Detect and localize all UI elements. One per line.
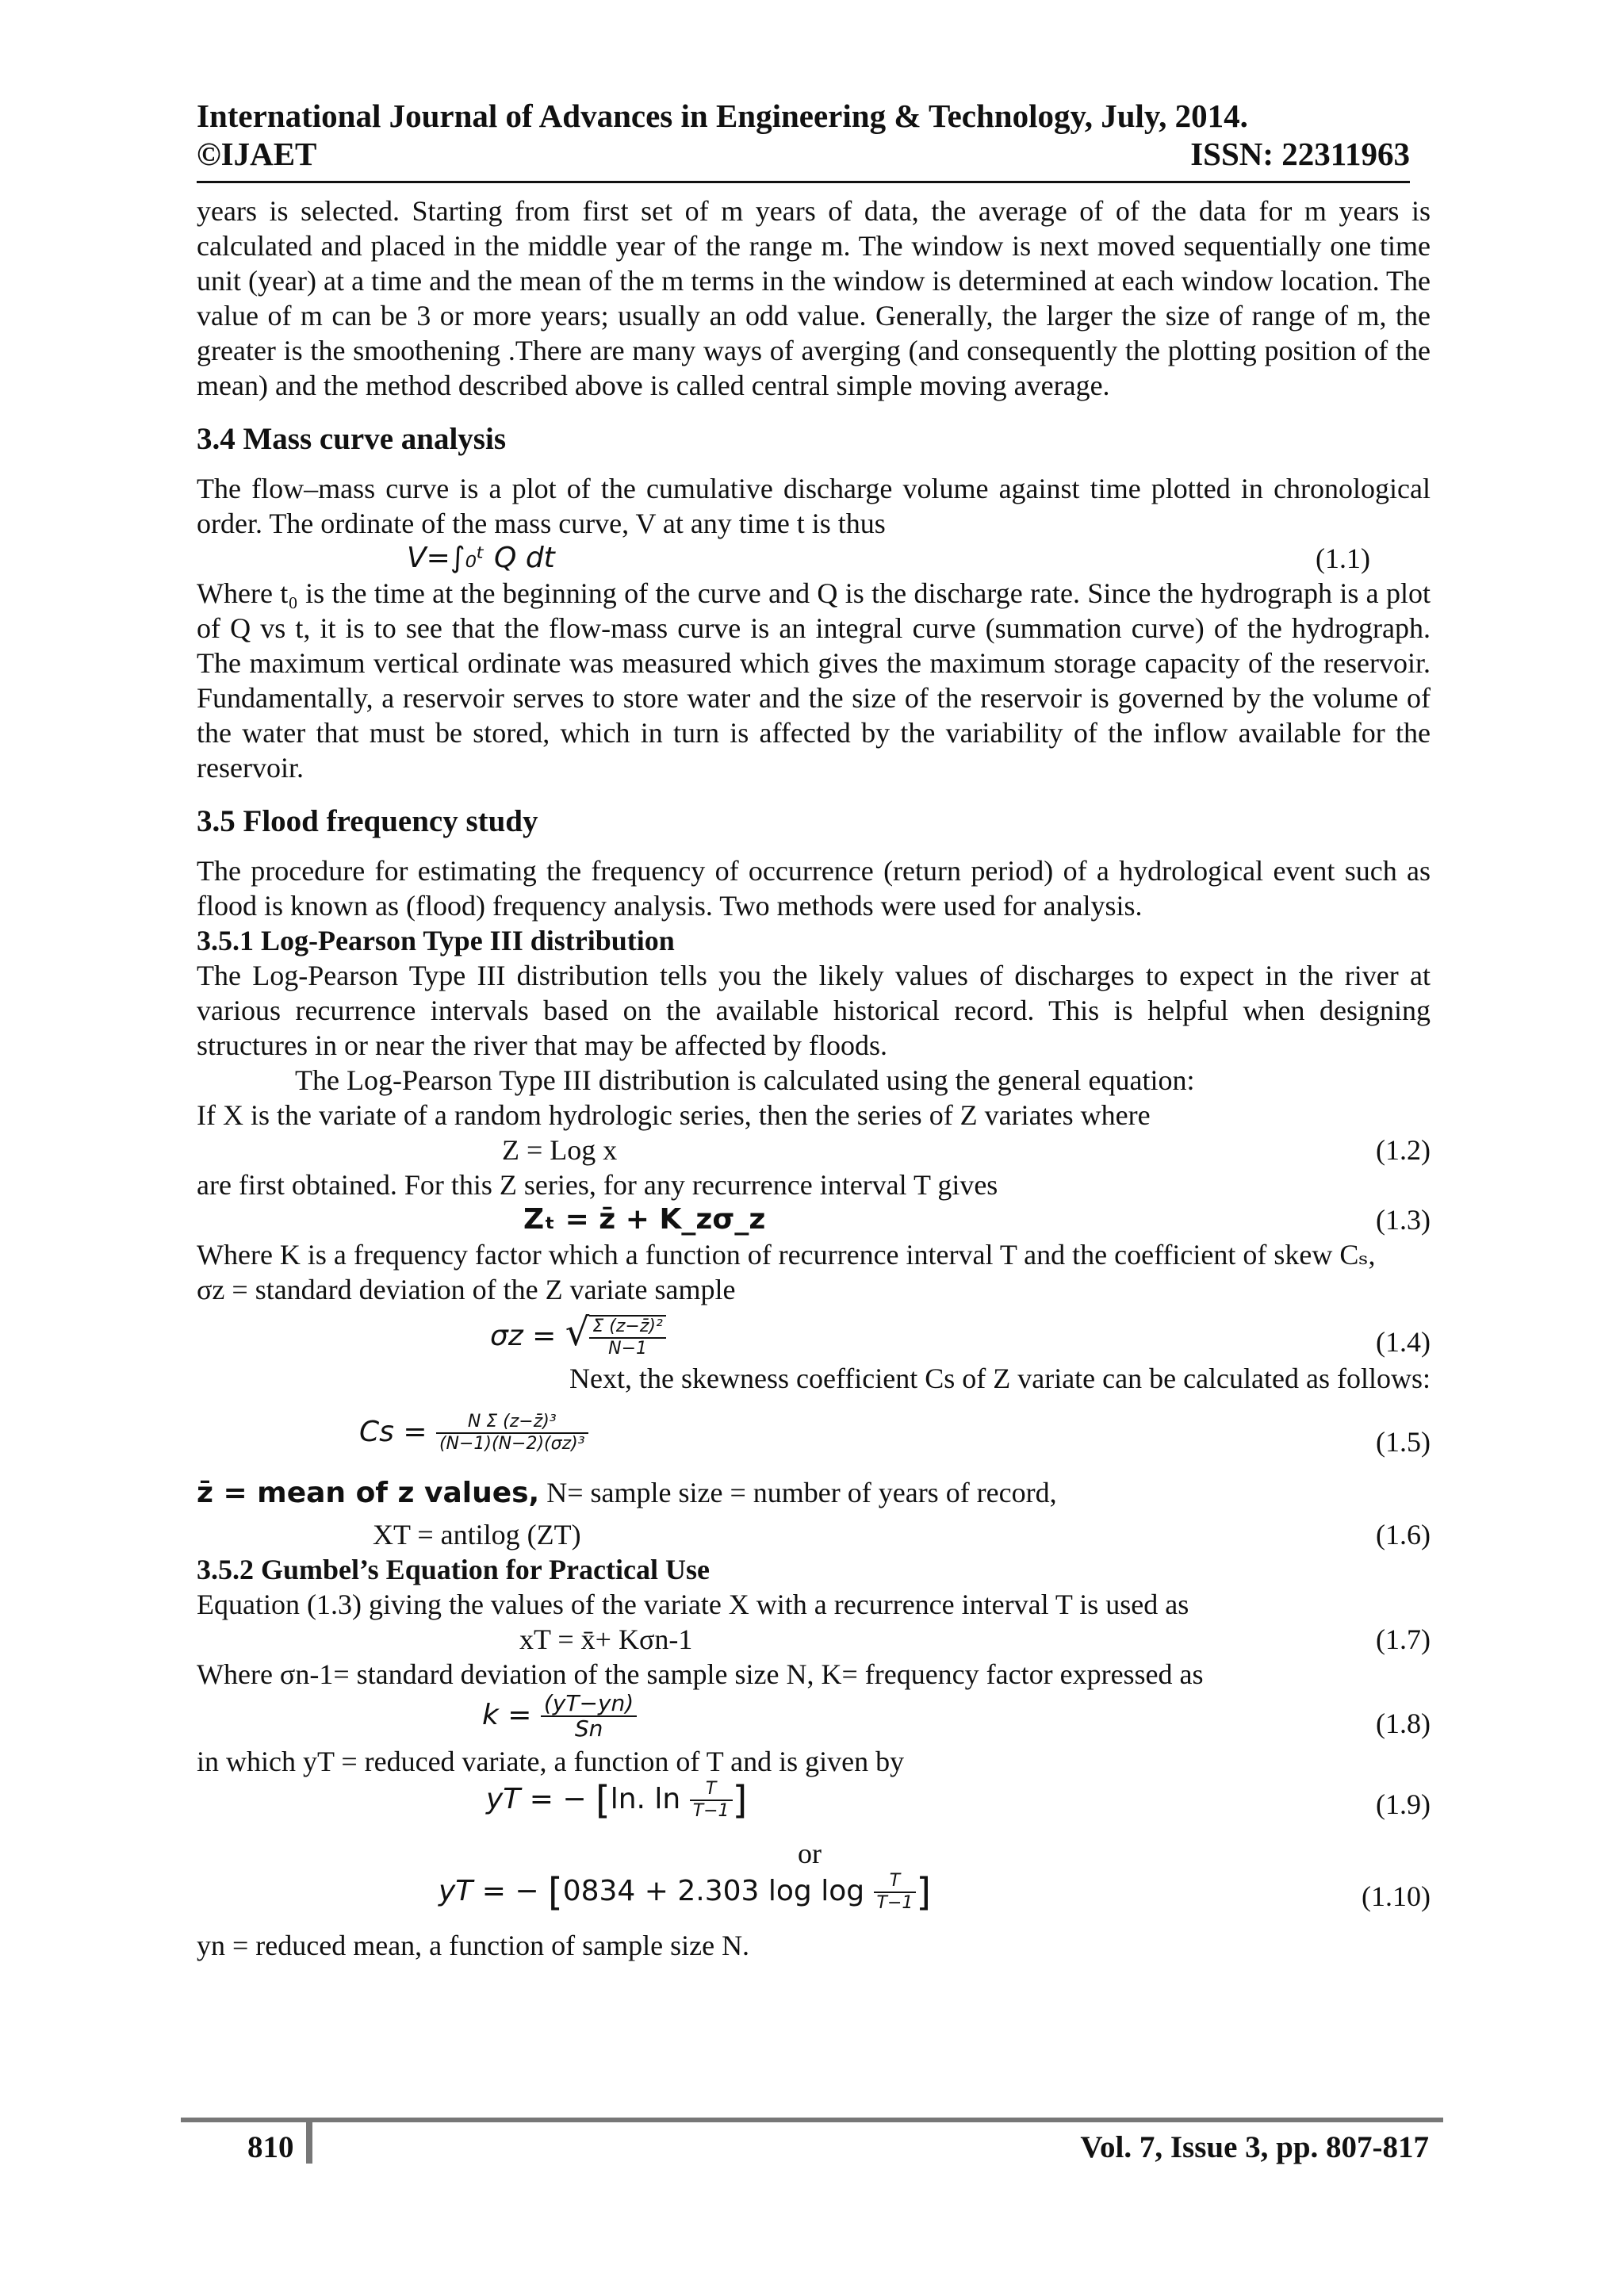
equation-1-7-body: xT = x̄+ Kσn-1 (519, 1623, 693, 1655)
subsection-heading-3-5-2: 3.5.2 Gumbel’s Equation for Practical Use (197, 1554, 710, 1585)
equation-1-4-lhs: σz = (490, 1320, 557, 1352)
footer-divider (306, 2119, 312, 2164)
equation-1-1-body: V=∫₀ᵗ Q dt (407, 542, 555, 574)
log-pearson-paragraph-1: The Log-Pearson Type III distribution tells you the likely values of discharges to expect in the river at various recurrence intervals based on the available historical record. This is helpful when designing structures in or near the river that may be affected by floods. (197, 960, 1431, 1061)
equation-1-5-numerator: N Σ (z−z̄)³ (436, 1412, 588, 1434)
equation-1-9-lhs: yT = − (486, 1783, 587, 1815)
or-line (197, 1836, 1431, 1871)
zbar-definition-line (197, 1475, 1431, 1511)
equation-1-6-body: XT = antilog (ZT) (373, 1519, 581, 1550)
equation-1-1 (197, 541, 1431, 576)
equation-1-3 (197, 1202, 1431, 1237)
equation-1-2 (197, 1133, 1431, 1167)
log-pearson-paragraph-5: Where K is a frequency factor which a function of recurrence interval T and the coefficient of skew Cₛ, (197, 1239, 1376, 1271)
equation-1-8-body (482, 1692, 637, 1741)
sample-size-definition: N= sample size = number of years of record, (539, 1477, 1057, 1508)
gumbel-paragraph-3: in which yT = reduced variate, a function of T and is given by (197, 1746, 905, 1777)
log-pearson-paragraph-3: If X is the variate of a random hydrologic series, then the series of Z variates where (197, 1099, 1151, 1131)
equation-1-5-denominator: (N−1)(N−2)(σz)³ (439, 1434, 585, 1454)
equation-1-7-number: (1.7) (1376, 1623, 1431, 1655)
issn: ISSN: 22311963 (1190, 136, 1410, 172)
volume-info: Vol. 7, Issue 3, pp. 807-817 (1080, 2130, 1429, 2164)
equation-1-7 (197, 1622, 1431, 1657)
equation-1-10-inner: 0834 + 2.303 log log (562, 1875, 865, 1907)
equation-1-9 (197, 1779, 1431, 1831)
section-heading-3-4: 3.4 Mass curve analysis (197, 422, 506, 456)
flood-frequency-paragraph: The procedure for estimating the frequency of occurrence (return period) of a hydrological event such as flood is known as (flood) frequency analysis. Two methods were used for analysis. (197, 855, 1431, 922)
or-text: or (798, 1838, 822, 1869)
equation-1-9-frac-bottom: T−1 (692, 1801, 730, 1821)
page-header (197, 97, 1410, 173)
equation-1-4 (197, 1307, 1431, 1361)
equation-1-10-number: (1.10) (1362, 1880, 1431, 1912)
equation-1-2-number: (1.2) (1376, 1134, 1431, 1166)
header-rule (197, 181, 1410, 183)
copyright: ©IJAET (197, 136, 317, 172)
subsection-heading-3-5-1: 3.5.1 Log-Pearson Type III distribution (197, 925, 675, 956)
equation-1-4-number: (1.4) (1376, 1326, 1431, 1358)
intro-paragraph: years is selected. Starting from first set of m years of data, the average of of the data for m years is calculated and placed in the middle year of the range m. The window is next moved sequentially one time unit (year) at a time and the mean of the m terms in the window is determined at each window location. The value of m can be 3 or more years; usually an odd value. Generally, the larger the size of range of m, the greater is the smoothening .There are many ways of averging (and consequently the plotting position of the mean) and the method described above is called central simple moving average. (197, 195, 1431, 401)
equation-1-5-body (359, 1412, 588, 1455)
equation-1-9-body: yT = − [ln. ln $\frac{T}{T-1}$ ] (486, 1778, 748, 1823)
equation-1-8-lhs: k = (482, 1699, 532, 1731)
equation-1-9-number: (1.9) (1376, 1788, 1431, 1820)
zbar-definition: z̄ = mean of z values, (197, 1477, 540, 1509)
mass-curve-paragraph-1: The flow–mass curve is a plot of the cumulative discharge volume against time plotted in chronological order. The ordinate of the mass curve, V at any time t is thus (197, 473, 1431, 539)
mass-curve-paragraph-2: Where t₀ is the time at the beginning of the curve and Q is the discharge rate. Since the hydrograph is a plot of Q vs t, it is to see that the flow-mass curve is an integral curve (summation curve) of the hydrograph. The maximum vertical ordinate was measured which gives the maximum storage capacity of the reservoir. Fundamentally, a reservoir serves to store water and the size of the reservoir is governed by the volume of the water that must be stored, which in turn is affected by the variability of the inflow available for the reservoir. (197, 577, 1431, 784)
section-heading-3-5: 3.5 Flood frequency study (197, 804, 538, 838)
page-number: 810 (247, 2130, 294, 2164)
log-pearson-paragraph-2: The Log-Pearson Type III distribution is calculated using the general equation: (295, 1064, 1195, 1096)
footer-rule (181, 2118, 1443, 2122)
equation-1-8-numerator: (yT−yn) (541, 1692, 637, 1717)
equation-1-3-number: (1.3) (1376, 1204, 1431, 1236)
equation-1-10-body: yT = − [0834 + 2.303 log log $\frac{T}{T-1}$ ] (439, 1870, 932, 1915)
page-body (197, 194, 1431, 1963)
equation-1-8 (197, 1692, 1431, 1744)
equation-1-2-body: Z = Log x (502, 1134, 618, 1166)
equation-1-5-lhs: Cs = (359, 1416, 427, 1448)
gumbel-paragraph-4: yn = reduced mean, a function of sample size N. (197, 1930, 750, 1961)
equation-1-9-inner: ln. ln (610, 1783, 681, 1815)
equation-1-5 (197, 1412, 1431, 1475)
equation-1-10-frac-top: T (874, 1871, 917, 1893)
equation-1-10-frac-bottom: T−1 (876, 1893, 914, 1913)
log-pearson-paragraph-7: Next, the skewness coefficient Cs of Z variate can be calculated as follows: (569, 1363, 1431, 1394)
equation-1-5-number: (1.5) (1376, 1426, 1431, 1458)
gumbel-paragraph-1: Equation (1.3) giving the values of the variate X with a recurrence interval T is used as (197, 1589, 1189, 1620)
gumbel-paragraph-2: Where σn-1= standard deviation of the sample size N, K= frequency factor expressed as (197, 1658, 1204, 1690)
equation-1-4-body: σz = √ $\frac{\text{Σ (z−z̄)²}}{N-1}$ (490, 1315, 666, 1359)
log-pearson-paragraph-6: σz = standard deviation of the Z variate sample (197, 1274, 736, 1305)
equation-1-8-denominator: Sn (574, 1715, 603, 1742)
equation-1-1-number: (1.1) (1316, 542, 1370, 574)
journal-title: International Journal of Advances in Engineering & Technology, July, 2014. (197, 98, 1248, 134)
equation-1-9-frac-top: T (690, 1779, 733, 1801)
equation-1-6-number: (1.6) (1376, 1519, 1431, 1550)
equation-1-6 (197, 1517, 1431, 1552)
equation-1-3-body: Zₜ = z̄ + K_zσ_z (523, 1203, 766, 1236)
equation-1-4-numerator: Σ (z−z̄)² (589, 1317, 665, 1339)
equation-1-4-denominator: N−1 (608, 1339, 648, 1359)
equation-1-8-number: (1.8) (1376, 1708, 1431, 1739)
log-pearson-paragraph-4: are first obtained. For this Z series, for any recurrence interval T gives (197, 1169, 998, 1201)
equation-1-10 (197, 1871, 1431, 1923)
equation-1-10-lhs: yT = − (439, 1875, 539, 1907)
